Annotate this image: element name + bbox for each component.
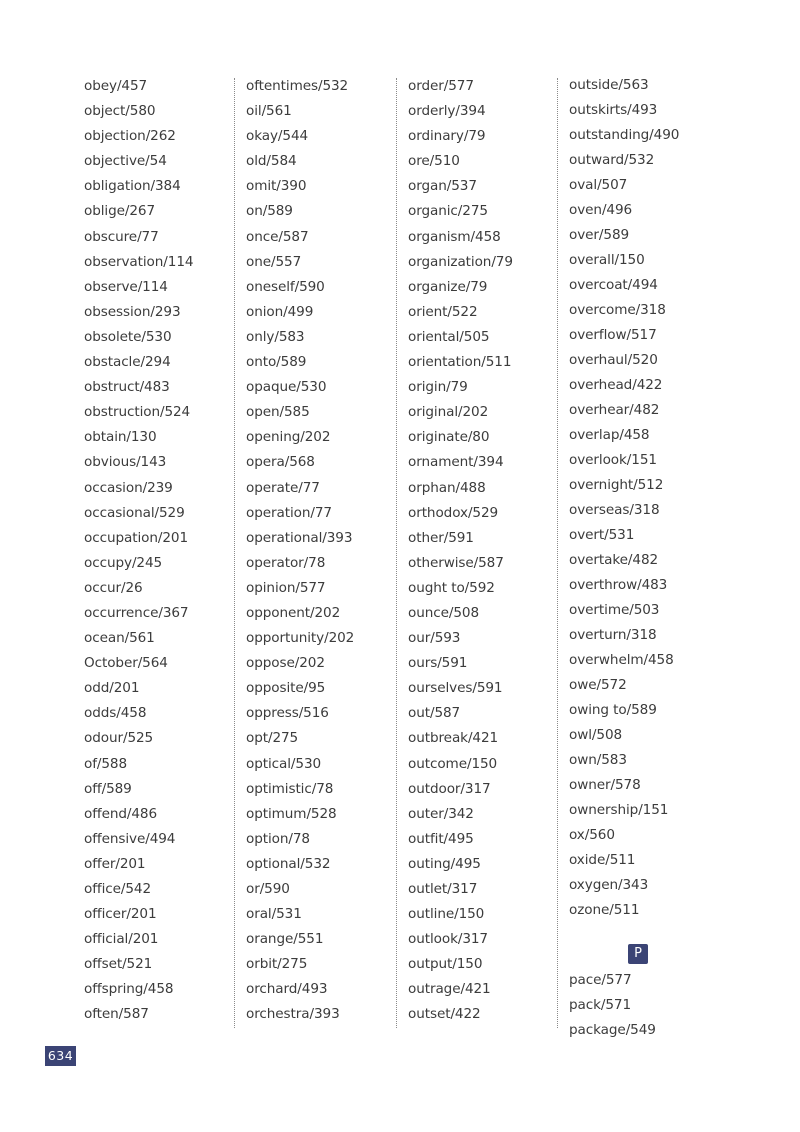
index-entry: outbreak/421: [408, 730, 499, 747]
index-entry: operator/78: [246, 554, 326, 571]
index-entry: only/583: [246, 328, 305, 345]
index-entry: outline/150: [408, 906, 485, 923]
index-entry: occupy/245: [84, 554, 163, 571]
index-entry: owner/578: [569, 777, 641, 793]
index-entry: organ/537: [408, 178, 477, 195]
index-entry: office/542: [84, 881, 152, 897]
index-entry: obstruction/524: [84, 404, 191, 421]
index-entry: optional/532: [246, 855, 331, 872]
index-entry: oral/531: [246, 906, 302, 923]
index-entry: oftentimes/532: [246, 78, 349, 94]
index-entry: obsolete/530: [84, 328, 172, 345]
index-entry: outer/342: [408, 805, 474, 822]
index-entry: outlet/317: [408, 881, 478, 897]
index-entry: organism/458: [408, 228, 501, 245]
index-entry: opportunity/202: [246, 630, 355, 647]
index-entry: overwhelm/458: [569, 652, 674, 668]
column-divider: [396, 78, 397, 1028]
index-entry: once/587: [246, 228, 309, 245]
index-entry: occasion/239: [84, 479, 173, 496]
index-entry: oval/507: [569, 177, 628, 193]
index-entry: oil/561: [246, 103, 292, 120]
index-entry: obtain/130: [84, 429, 157, 446]
index-entry: overseas/318: [569, 502, 660, 518]
index-entry: outward/532: [569, 152, 655, 168]
index-entry: overtake/482: [569, 552, 659, 568]
index-entry: observation/114: [84, 253, 194, 270]
index-entry: outdoor/317: [408, 780, 491, 797]
index-entry: offend/486: [84, 805, 158, 822]
index-entry: objective/54: [84, 153, 167, 170]
index-column-3: [408, 74, 558, 1028]
index-entry: opt/275: [246, 730, 299, 747]
index-entry: occurrence/367: [84, 604, 189, 621]
index-entry: orange/551: [246, 931, 324, 948]
index-entry: ours/591: [408, 655, 468, 672]
index-entry: overnight/512: [569, 477, 664, 493]
index-entry: organization/79: [408, 253, 513, 270]
index-entry: optical/530: [246, 755, 322, 772]
index-entry: officer/201: [84, 906, 157, 923]
index-entry: ounce/508: [408, 604, 480, 621]
index-entry: occasional/529: [84, 504, 185, 521]
index-entry: overtime/503: [569, 602, 660, 618]
index-entry: overall/150: [569, 252, 645, 268]
index-entry: ornament/394: [408, 454, 504, 471]
index-entry: opaque/530: [246, 379, 327, 396]
index-entry: ownership/151: [569, 802, 669, 818]
index-entry: outfit/495: [408, 830, 474, 847]
index-entry: opening/202: [246, 429, 331, 446]
index-entry: offspring/458: [84, 981, 174, 998]
column-divider: [557, 78, 558, 1028]
index-entry: owe/572: [569, 677, 627, 693]
index-entry: operate/77: [246, 479, 320, 496]
index-entry: optimistic/78: [246, 780, 334, 797]
index-entry: original/202: [408, 404, 489, 421]
section-letter-badge: P: [628, 944, 648, 964]
index-entry: ox/560: [569, 827, 615, 843]
index-entry: ozone/511: [569, 902, 640, 918]
index-entry: opera/568: [246, 454, 315, 471]
index-entry: orphan/488: [408, 479, 486, 496]
index-entry: ordinary/79: [408, 128, 486, 145]
index-entry: offensive/494: [84, 830, 176, 847]
index-entry: our/593: [408, 630, 461, 647]
index-entry: organize/79: [408, 278, 488, 295]
index-entry: overlap/458: [569, 427, 650, 443]
index-entry: pack/571: [569, 997, 632, 1013]
section-header: [569, 923, 719, 968]
index-column-4: [569, 73, 719, 1043]
index-entry: ore/510: [408, 153, 460, 170]
index-entry: open/585: [246, 404, 310, 421]
index-entry: overhead/422: [569, 377, 663, 393]
index-entry: obey/457: [84, 78, 148, 94]
index-entry: often/587: [84, 1006, 149, 1023]
index-entry: overflow/517: [569, 327, 657, 343]
index-entry: outstanding/490: [569, 127, 680, 143]
index-entry: ought to/592: [408, 579, 495, 596]
index-entry: oneself/590: [246, 278, 325, 295]
index-entry: otherwise/587: [408, 554, 504, 571]
index-entry: pace/577: [569, 972, 632, 988]
index-entry: overhaul/520: [569, 352, 658, 368]
index-entry: originate/80: [408, 429, 490, 446]
index-entry: omit/390: [246, 178, 307, 195]
index-column-2: [246, 74, 396, 1028]
index-entry: October/564: [84, 655, 168, 672]
index-entry: on/589: [246, 203, 293, 220]
index-entry: official/201: [84, 931, 159, 948]
index-entry: own/583: [569, 752, 627, 768]
index-entry: oppress/516: [246, 705, 329, 722]
index-entry: overcome/318: [569, 302, 666, 318]
index-entry: package/549: [569, 1022, 656, 1038]
index-entry: other/591: [408, 529, 474, 546]
index-column-1: [84, 74, 234, 1028]
index-entry: outcome/150: [408, 755, 498, 772]
index-entry: outlook/317: [408, 931, 488, 948]
index-entry: operational/393: [246, 529, 353, 546]
index-entry: orthodox/529: [408, 504, 499, 521]
index-entry: object/580: [84, 103, 156, 120]
index-entry: obstacle/294: [84, 354, 171, 371]
index-entry: oblige/267: [84, 203, 156, 220]
index-entry: obstruct/483: [84, 379, 170, 396]
index-entry: obsession/293: [84, 303, 181, 320]
index-entry: orderly/394: [408, 103, 486, 120]
index-entry: overturn/318: [569, 627, 657, 643]
index-entry: orchestra/393: [246, 1006, 340, 1023]
index-entry: overhear/482: [569, 402, 660, 418]
index-entry: outrage/421: [408, 981, 491, 998]
index-entry: output/150: [408, 956, 483, 973]
index-entry: opinion/577: [246, 579, 326, 596]
index-entry: order/577: [408, 78, 474, 94]
index-entry: onion/499: [246, 303, 314, 320]
index-entry: occupation/201: [84, 529, 189, 546]
index-entry: occur/26: [84, 579, 143, 596]
index-entry: onto/589: [246, 354, 307, 371]
index-entry: off/589: [84, 780, 132, 797]
index-entry: origin/79: [408, 379, 468, 396]
index-entry: oven/496: [569, 202, 633, 218]
index-entry: old/584: [246, 153, 297, 170]
index-entry: operation/77: [246, 504, 332, 521]
index-entry: orchard/493: [246, 981, 328, 998]
index-entry: or/590: [246, 881, 290, 897]
index-entry: oppose/202: [246, 655, 325, 672]
index-entry: odds/458: [84, 705, 147, 722]
index-entry: overcoat/494: [569, 277, 658, 293]
index-entry: offer/201: [84, 855, 146, 872]
index-entry: ourselves/591: [408, 680, 503, 697]
index-entry: organic/275: [408, 203, 488, 220]
index-entry: opponent/202: [246, 604, 341, 621]
index-entry: observe/114: [84, 278, 168, 295]
index-entry: owl/508: [569, 727, 623, 743]
index-entry: orient/522: [408, 303, 478, 320]
index-entry: objection/262: [84, 128, 176, 145]
index-entry: odd/201: [84, 680, 140, 697]
index-entry: outside/563: [569, 77, 649, 93]
index-entry: oxide/511: [569, 852, 636, 868]
index-entry: optimum/528: [246, 805, 337, 822]
index-entry: of/588: [84, 755, 128, 772]
index-entry: outing/495: [408, 855, 481, 872]
column-divider: [234, 78, 235, 1028]
index-entry: orientation/511: [408, 354, 512, 371]
index-entry: out/587: [408, 705, 461, 722]
index-entry: okay/544: [246, 128, 309, 145]
index-entry: oxygen/343: [569, 877, 649, 893]
index-entry: over/589: [569, 227, 630, 243]
index-entry: option/78: [246, 830, 310, 847]
index-entry: opposite/95: [246, 680, 326, 697]
index-entry: orbit/275: [246, 956, 308, 973]
page-number: 634: [45, 1046, 76, 1066]
index-entry: outset/422: [408, 1006, 481, 1023]
index-entry: odour/525: [84, 730, 154, 747]
index-entry: one/557: [246, 253, 302, 270]
index-entry: owing to/589: [569, 702, 657, 718]
index-entry: outskirts/493: [569, 102, 658, 118]
index-entry: ocean/561: [84, 630, 155, 647]
index-entry: obscure/77: [84, 228, 159, 245]
index-entry: overlook/151: [569, 452, 657, 468]
index-entry: oriental/505: [408, 328, 490, 345]
index-entry: obvious/143: [84, 454, 167, 471]
index-entry: overthrow/483: [569, 577, 668, 593]
index-entry: overt/531: [569, 527, 635, 543]
index-entry: offset/521: [84, 956, 153, 973]
index-entry: obligation/384: [84, 178, 181, 195]
